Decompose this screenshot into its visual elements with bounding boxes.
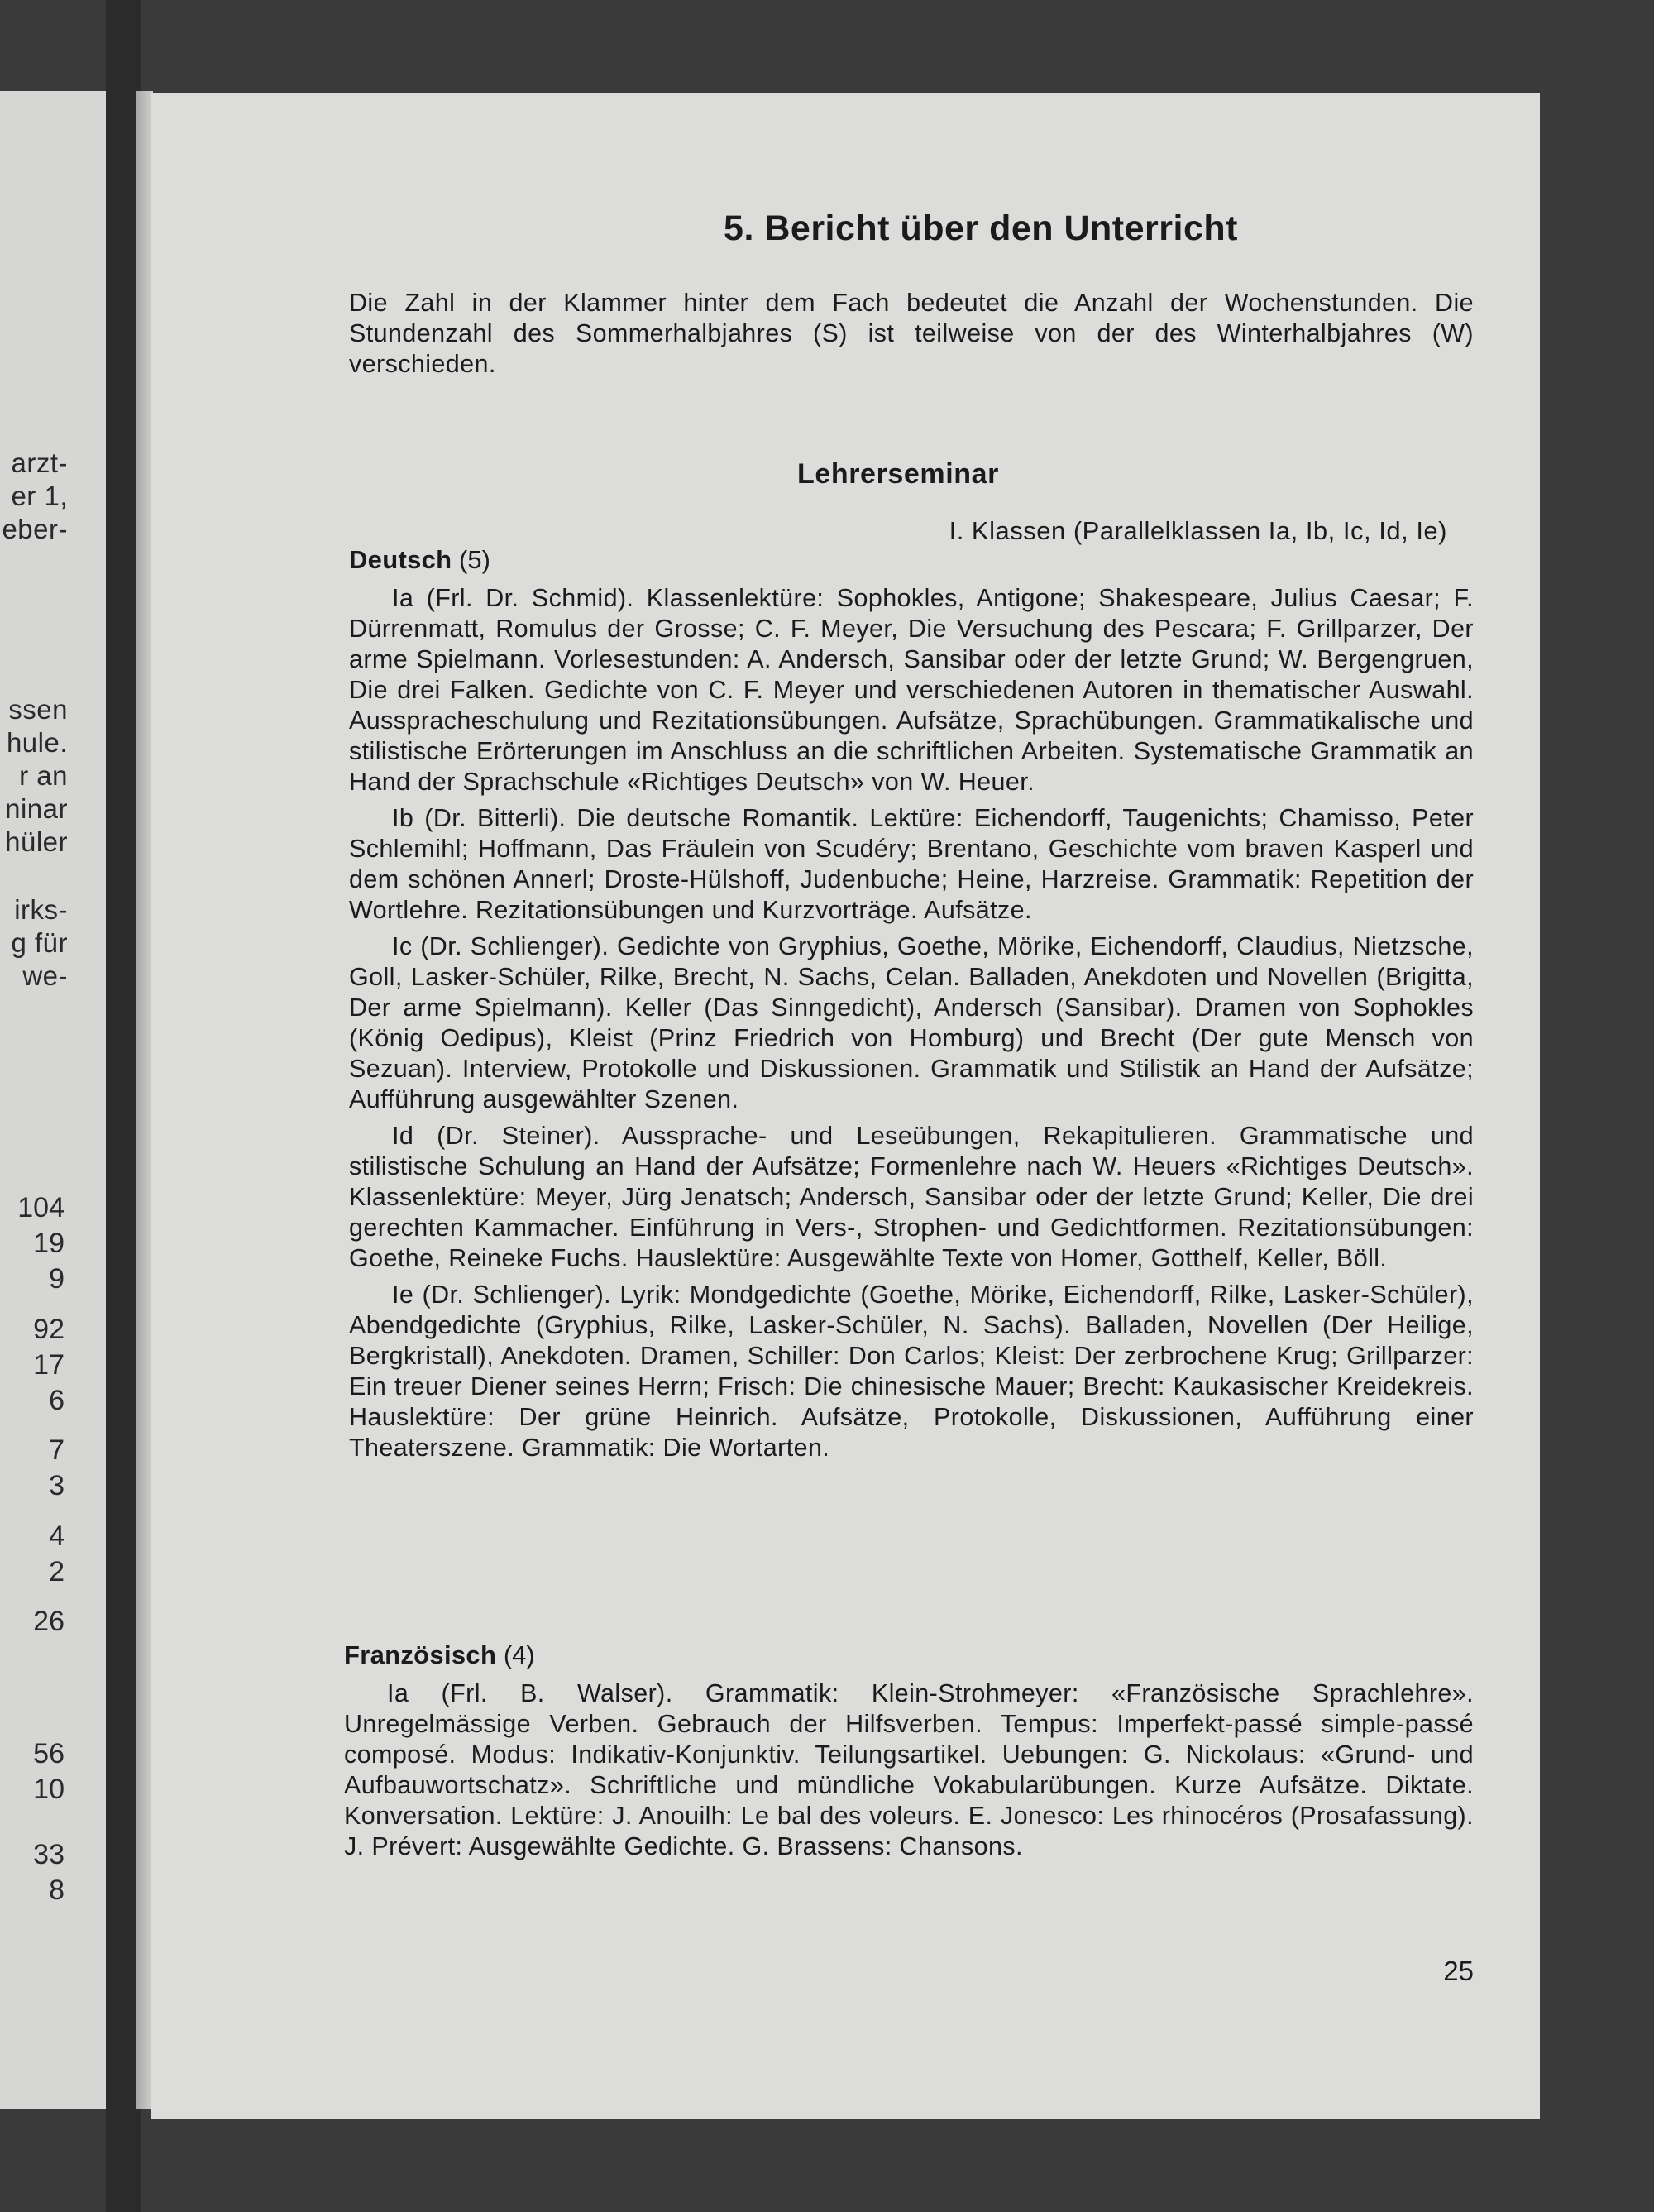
left-page-number: 104 (17, 1192, 65, 1223)
subject-heading (349, 544, 1474, 575)
left-page-word: er 1, (11, 481, 68, 511)
subject-heading (344, 1640, 1474, 1670)
class-paragraph: Ia (Frl. Dr. Schmid). Klassenlektüre: Sophokles, Antigone; Shakespeare, Julius Caesar; F. Dürrenmatt, Romulus der Grosse; C. F. Meyer, Die Versuchung des Pescara; F. Grillparzer, Der arme Spielmann. Vorlesestunden: A. Andersch, Sansibar oder der letzte Grund; W. Bergengruen, Die drei Falken. Gedichte von C. F. Meyer und verschiedenen Autoren in thematischer Auswahl. Ausspracheschulung und Rezitationsübungen. Aufsätze, Sprachübungen. Grammatikalische und stilistische Erörterungen im Anschluss an die schriftlichen Arbeiten. Systematische Grammatik an Hand der Sprachschule «Richtiges Deutsch» von W. Heuer. (349, 584, 1474, 796)
subject-block-franzoesisch (344, 1640, 1474, 1868)
subject-name: Deutsch (349, 545, 452, 574)
left-page-word: hule. (6, 727, 68, 758)
page-content (344, 93, 1474, 2119)
section-title: 5. Bericht über den Unterricht (724, 208, 1238, 248)
page-number: 25 (1443, 1956, 1474, 1986)
left-page-number: 2 (49, 1556, 65, 1587)
left-page-number: 19 (33, 1228, 65, 1259)
subject-hours: (4) (503, 1640, 535, 1669)
left-page-number: 10 (33, 1774, 65, 1805)
left-page-number: 33 (33, 1839, 65, 1870)
left-page-number: 56 (33, 1738, 65, 1769)
class-paragraph: Id (Dr. Steiner). Aussprache- und Leseübungen, Rekapitulieren. Grammatische und stilistische Schulung an Hand der Aufsätze; Formenlehre nach W. Heuers «Richtiges Deutsch». Klassenlektüre: Meyer, Jürg Jenatsch; Andersch, Sansibar oder der letzte Grund; Keller, Die drei gerechten Kammacher. Einführung in Vers-, Strophen- und Gedichtformen. Rezitationsübungen: Goethe, Reineke Fuchs. Hauslektüre: Ausgewählte Texte von Homer, Gotthelf, Keller, Böll. (349, 1122, 1474, 1272)
left-page-number: 8 (49, 1874, 65, 1906)
left-page-word: ssen (8, 694, 68, 725)
left-page-number: 4 (49, 1520, 65, 1552)
class-line: I. Klassen (Parallelklassen Ia, Ib, Ic, Id, Ie) (949, 516, 1447, 545)
class-paragraph: Ic (Dr. Schlienger). Gedichte von Gryphius, Goethe, Mörike, Eichendorff, Claudius, Nietzsche, Goll, Lasker-Schüler, Rilke, Brecht, N. Sachs, Celan. Balladen, Anekdoten und Novellen (Brigitta, Der arme Spielmann). Keller (Das Sinngedicht), Andersch (Sansibar). Dramen von Sophokles (König Oedipus), Kleist (Prinz Friedrich von Homburg) und Brecht (Der gute Mensch von Sezuan). Interview, Protokolle und Diskussionen. Grammatik und Stilistik an Hand der Aufsätze; Aufführung ausgewählter Szenen. (349, 932, 1474, 1113)
left-page-word: r an (19, 760, 68, 791)
left-page-number: 9 (49, 1263, 65, 1295)
subheading: Lehrerseminar (796, 458, 1000, 490)
document-page (151, 93, 1540, 2119)
left-page-word: arzt- (11, 448, 68, 478)
left-page-number: 3 (49, 1470, 65, 1501)
left-page-word: hüler (5, 826, 68, 857)
left-page-word: ninar (5, 793, 68, 824)
class-paragraph: Ib (Dr. Bitterli). Die deutsche Romantik. Lektüre: Eichendorff, Taugenichts; Chamisso, Peter Schlemihl; Hoffmann, Das Fräulein von Scudéry; Brentano, Geschichte vom braven Kasperl und dem schönen Annerl; Droste-Hülshoff, Judenbuche; Heine, Harzreise. Grammatik: Repetition der Wortlehre. Rezitationsübungen und Kurzvorträge. Aufsätze. (349, 804, 1474, 924)
left-page-word: g für (11, 927, 68, 958)
subject-block-deutsch (349, 544, 1474, 1469)
left-page-number: 6 (49, 1385, 65, 1416)
left-page-number: 17 (33, 1349, 65, 1381)
left-page-number: 7 (49, 1434, 65, 1466)
subject-hours: (5) (459, 545, 490, 574)
left-page-word: we- (22, 960, 68, 991)
subject-name: Französisch (344, 1640, 497, 1669)
left-page-number: 92 (33, 1314, 65, 1345)
class-paragraph: Ia (Frl. B. Walser). Grammatik: Klein-Strohmeyer: «Französische Sprachlehre». Unregelmässige Verben. Gebrauch der Hilfsverben. Tempus: Imperfekt-passé simple-passé composé. Modus: Indikativ-Konjunktiv. Teilungsartikel. Uebungen: G. Nickolaus: «Grund- und Aufbauwortschatz». Schriftliche und mündliche Vokabularübungen. Kurze Aufsätze. Diktate. Konversation. Lektüre: J. Anouilh: Le bal des voleurs. E. Jonesco: Les rhinocéros (Prosafassung). J. Prévert: Ausgewählte Gedichte. G. Brassens: Chansons. (344, 1679, 1474, 1860)
intro-text: Die Zahl in der Klammer hinter dem Fach bedeutet die Anzahl der Wochenstunden. Die Stundenzahl des Sommerhalbjahres (S) ist teilweise von der des Winterhalbjahres (W) verschieden. (349, 289, 1474, 378)
left-page-word: irks- (14, 894, 68, 925)
left-page-number: 26 (33, 1606, 65, 1637)
book-gutter (106, 0, 141, 2212)
left-page-word: eber- (2, 514, 68, 544)
class-paragraph: Ie (Dr. Schlienger). Lyrik: Mondgedichte (Goethe, Mörike, Eichendorff, Rilke, Lasker-Schüler), Abendgedichte (Gryphius, Rilke, Lasker-Schüler, N. Sachs). Balladen, Novellen (Der Heilige, Bergkristall), Anekdoten. Dramen, Schiller: Don Carlos; Kleist: Der zerbrochene Krug; Grillparzer: Ein treuer Diener seines Herrn; Frisch: Die chinesische Mauer; Brecht: Kaukasischer Kreidekreis. Hauslektüre: Der grüne Heinrich. Aufsätze, Protokolle, Diskussionen, Aufführung einer Theaterszene. Grammatik: Die Wortarten. (349, 1281, 1474, 1462)
